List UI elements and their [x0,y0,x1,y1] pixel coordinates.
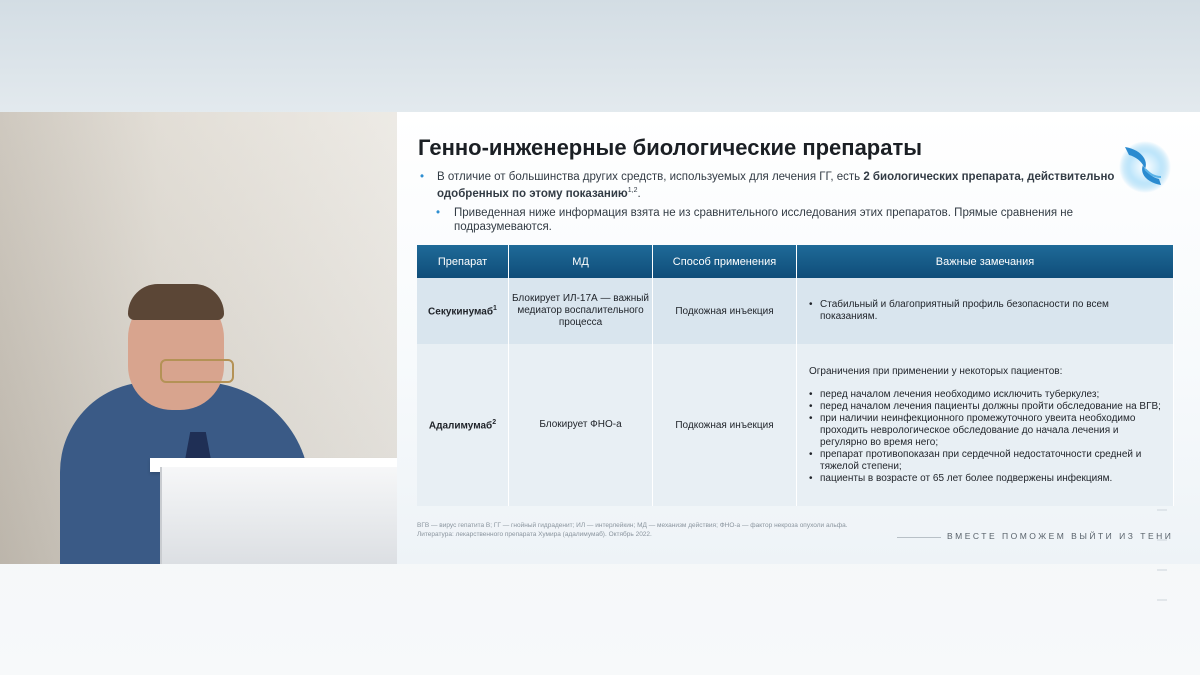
bullet-dot-icon: • [420,171,425,183]
notes-item: • перед началом лечения пациенты должны пройти обследование на ВГВ; [809,401,1161,413]
slide-tagline: ВМЕСТЕ ПОМОЖЕМ ВЫЙТИ ИЗ ТЕНИ [947,531,1174,541]
drug-name-cell [417,278,509,344]
notes-cell [797,278,1174,344]
drug-name: Адалимумаб [428,420,493,432]
route-cell: Подкожная инъекция [653,278,797,344]
bullet-2-text: Приведенная ниже информация взята не из сравнительного исследования этих препаратов. Прямые сравнения не подразумеваются. [454,206,1074,233]
footer-abbreviations: ВГВ — вирус гепатита В; ГГ — гнойный гидраденит; ИЛ — интерлейкин; МД — механизм действия; ФНО-а — фактор некроза опухоли альфа. [417,522,848,529]
route-cell: Подкожная инъекция [653,344,797,506]
table-row [417,344,1174,506]
bullet-1-prefix: В отличие от большинства других средств, используемых для лечения ГГ, есть [437,171,861,183]
notes-item: • перед началом лечения необходимо исключить туберкулез; [809,389,1161,401]
header-route: Способ применения [653,245,797,278]
bullet-item [419,170,1159,201]
drug-ref: 1 [493,304,497,312]
edge-tick-marks [1157,500,1167,610]
notes-lead: Ограничения при применении у некоторых пациентов: [809,365,1063,377]
drugs-table [417,245,1174,506]
notes-item: • Стабильный и благоприятный профиль безопасности по всем показаниям. [809,299,1161,323]
footer-literature: Литература: лекарственного препарата Хумира (адалимумаб). Октябрь 2022. [417,531,652,538]
notes-item: • пациенты в возрасте от 65 лет более подвержены инфекциям. [809,473,1161,485]
header-md: МД [509,245,653,278]
table-row [417,278,1174,344]
speaker-hair [128,284,224,320]
presentation-slide [397,112,1200,564]
notes-cell [797,344,1174,506]
drug-name-cell [417,344,509,506]
speaker-glasses [160,359,234,383]
tagline-divider [897,537,941,538]
notes-list [809,389,1161,485]
table-header-row [417,245,1174,278]
drug-name: Секукинумаб [428,306,494,318]
bullet-1-bold: 2 биологических препарата, действительно одобренных по этому показанию [437,171,1115,200]
notes-item: • при наличии неинфекционного промежуточного увеита необходимо проходить неврологическое обследование до начала лечения и регулярно во время него; [809,413,1161,449]
bullet-1-ref: 1,2 [627,187,638,194]
slide-title: Генно-инженерные биологические препараты [418,135,923,160]
header-drug: Препарат [417,245,509,278]
notes-item: • препарат противопоказан при сердечной недостаточности средней и тяжелой степени; [809,449,1161,473]
sub-bullet-item [419,206,1159,234]
header-notes: Важные замечания [797,245,1174,278]
podium [160,467,397,564]
bullet-1-suffix: . [637,187,641,200]
intro-bullets [419,170,1159,234]
slide-footer [417,521,848,539]
md-cell: Блокирует ИЛ-17А — важный медиатор воспалительного процесса [509,278,653,344]
md-cell: Блокирует ФНО-а [509,344,653,506]
drug-ref: 2 [492,418,497,426]
notes-list [809,299,1161,323]
bullet-dot-icon: • [436,206,441,219]
speaker-video [0,112,397,564]
